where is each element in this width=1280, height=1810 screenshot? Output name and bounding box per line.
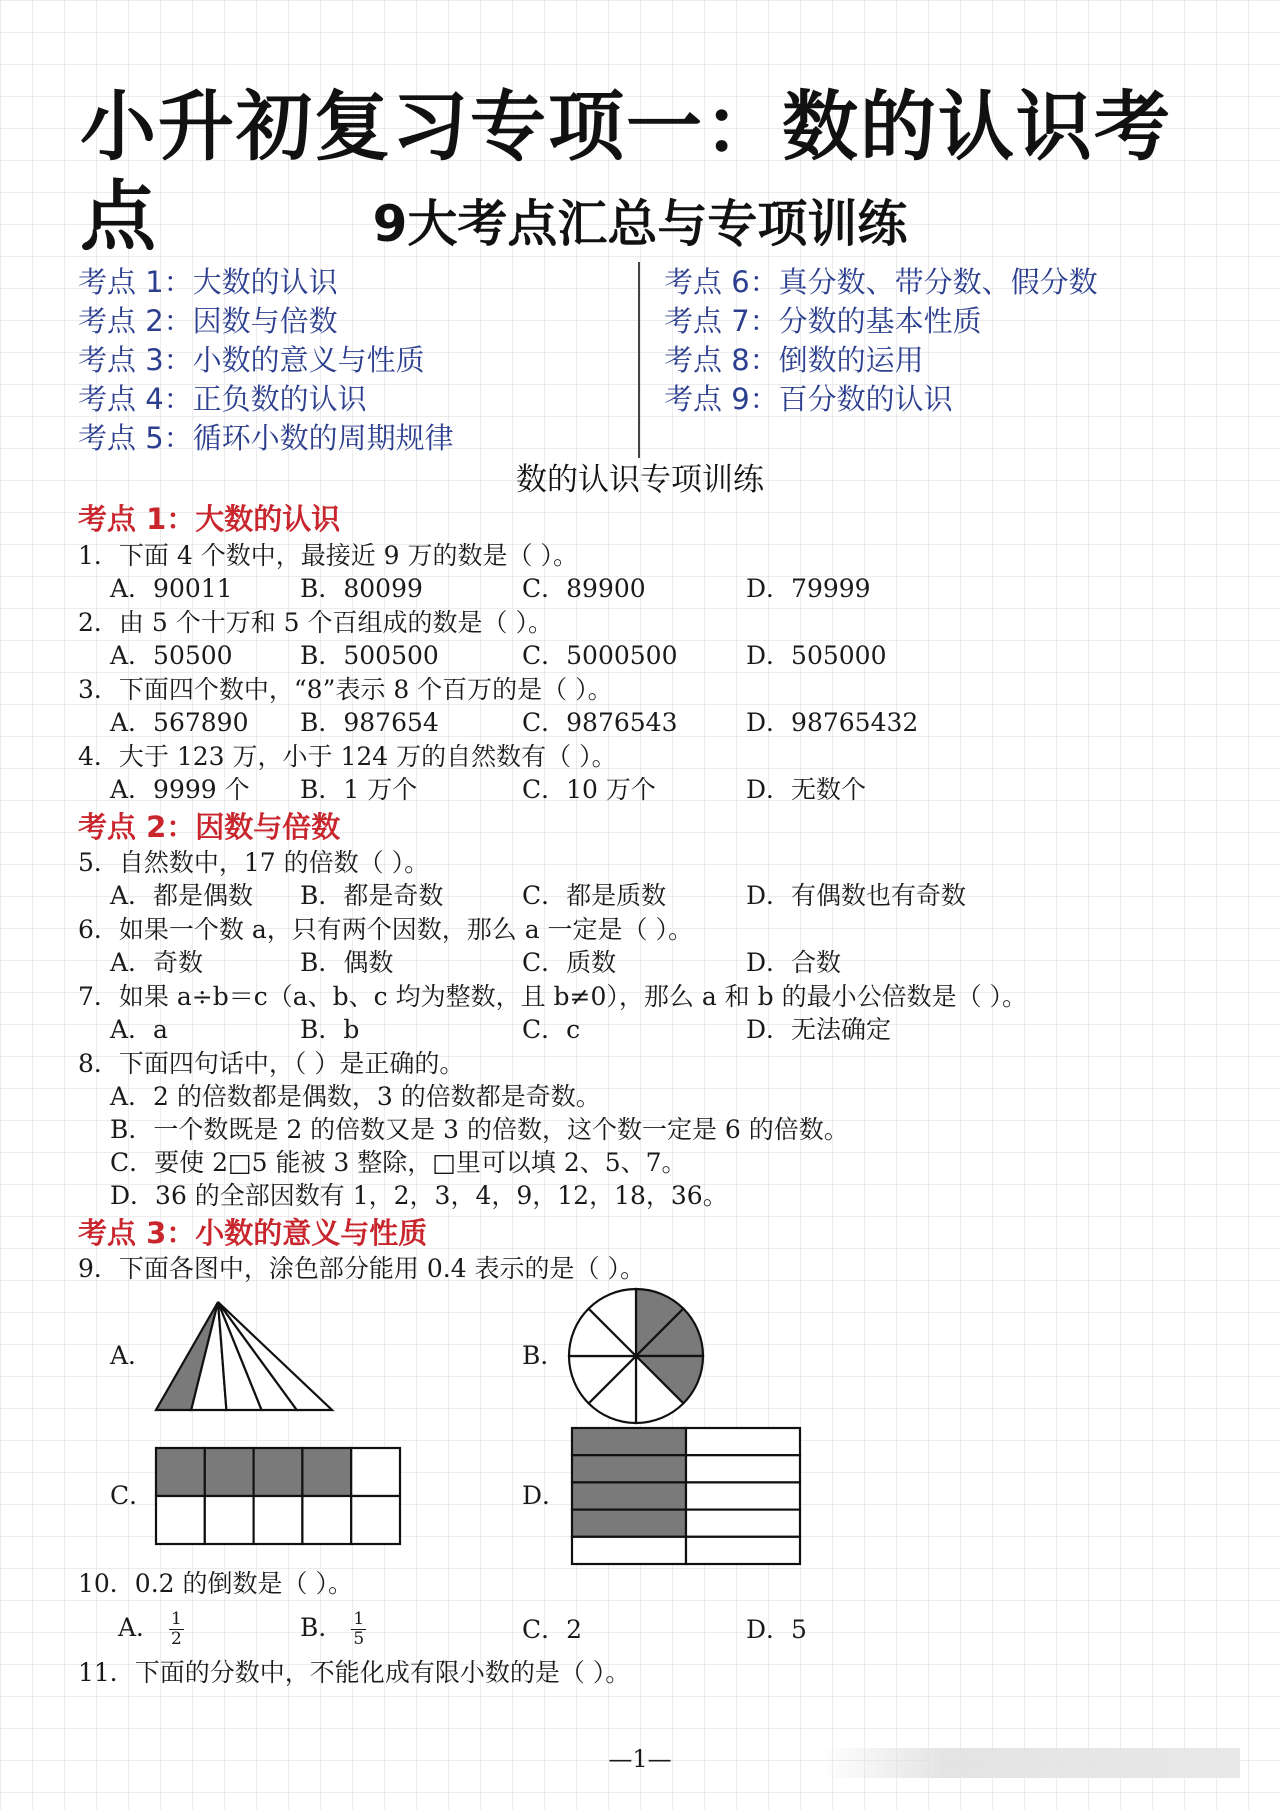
figure-a-triangle <box>156 1302 332 1410</box>
q5-option-c: C．都是质数 <box>522 881 667 910</box>
q9-figure-label-d: D． <box>522 1481 568 1510</box>
section-heading-1: 考点 1：大数的认识 <box>78 502 341 536</box>
question-11: 11．下面的分数中，不能化成有限小数的是（ ）。 <box>78 1658 631 1687</box>
q8-option-c: C．要使 2□5 能被 3 整除，□里可以填 2、5、7。 <box>110 1148 687 1177</box>
q7-option-a: A．a <box>110 1015 168 1044</box>
q1-option-c: C．89900 <box>522 574 646 603</box>
q2-option-d: D．505000 <box>746 641 887 670</box>
question-5: 5．自然数中，17 的倍数（ ）。 <box>78 848 430 877</box>
grid-cell <box>205 1496 254 1544</box>
fraction-numerator: 1 <box>353 1609 365 1629</box>
grid-cell <box>572 1510 686 1537</box>
q6-option-a: A．奇数 <box>110 948 204 977</box>
q5-option-d: D．有偶数也有奇数 <box>746 881 967 910</box>
fraction-numerator: 1 <box>171 1609 182 1629</box>
q10-option-a <box>118 1610 184 1649</box>
grid-cell <box>572 1537 686 1564</box>
figure-c-grid <box>156 1448 400 1544</box>
q6-option-b: B．偶数 <box>300 948 394 977</box>
grid-cell <box>302 1448 351 1496</box>
q8-option-a: A．2 的倍数都是偶数，3 的倍数都是奇数。 <box>110 1082 601 1111</box>
grid-cell <box>686 1428 800 1455</box>
q10-option-a-label: A． <box>118 1613 162 1642</box>
q9-figure-label-b: B． <box>522 1341 566 1370</box>
toc-item-1: 考点 1：大数的认识 <box>78 265 338 299</box>
q2-option-b: B．500500 <box>300 641 439 670</box>
toc-item-3: 考点 3：小数的意义与性质 <box>78 343 425 377</box>
q8-option-d: D．36 的全部因数有 1，2，3，4，9，12，18，36。 <box>110 1181 728 1210</box>
q10-option-b <box>300 1610 366 1649</box>
fraction-denominator: 2 <box>171 1629 182 1649</box>
toc-item-4: 考点 4：正负数的认识 <box>78 382 367 416</box>
question-8: 8．下面四句话中，（ ）是正确的。 <box>78 1049 465 1078</box>
q4-option-c: C．10 万个 <box>522 775 656 804</box>
question-2: 2．由 5 个十万和 5 个百组成的数是（ ）。 <box>78 608 553 637</box>
grid-cell <box>686 1510 800 1537</box>
section-heading-2: 考点 2：因数与倍数 <box>78 810 341 844</box>
q4-option-a: A．9999 个 <box>110 775 250 804</box>
q5-option-b: B．都是奇数 <box>300 881 444 910</box>
q2-option-a: A．50500 <box>110 641 233 670</box>
page-number: —1— <box>608 1745 672 1773</box>
q9-figure-label-c: C． <box>110 1481 155 1510</box>
q6-option-c: C．质数 <box>522 948 617 977</box>
q3-option-b: B．987654 <box>300 708 439 737</box>
grid-cell <box>156 1496 205 1544</box>
q4-option-d: D．无数个 <box>746 775 867 804</box>
figure-b-circle <box>569 1289 703 1423</box>
question-10: 10．0.2 的倒数是（ ）。 <box>78 1569 353 1598</box>
grid-cell <box>686 1537 800 1564</box>
toc-item-5: 考点 5：循环小数的周期规律 <box>78 421 454 455</box>
main-title: 小升初复习专项一：数的认识考点 <box>80 82 1172 261</box>
q10-option-b-fraction <box>351 1610 366 1649</box>
q1-option-a: A．90011 <box>110 574 233 603</box>
q10-option-b-label: B． <box>300 1613 344 1642</box>
grid-cell <box>351 1496 400 1544</box>
q3-option-c: C．9876543 <box>522 708 678 737</box>
grid-cell <box>254 1496 303 1544</box>
fraction-denominator: 5 <box>353 1629 365 1649</box>
sub-title: 9大考点汇总与专项训练 <box>372 195 908 253</box>
question-1: 1．下面 4 个数中，最接近 9 万的数是（ ）。 <box>78 541 578 570</box>
grid-cell <box>205 1448 254 1496</box>
q1-option-b: B．80099 <box>300 574 423 603</box>
q6-option-d: D．合数 <box>746 948 842 977</box>
question-3: 3．下面四个数中，“8”表示 8 个百万的是（ ）。 <box>78 675 613 704</box>
grid-cell <box>686 1455 800 1482</box>
q3-option-d: D．98765432 <box>746 708 919 737</box>
q4-option-b: B．1 万个 <box>300 775 418 804</box>
grid-cell <box>572 1482 686 1509</box>
section-title: 数的认识专项训练 <box>516 462 764 498</box>
toc-item-2: 考点 2：因数与倍数 <box>78 304 338 338</box>
question-7: 7．如果 a÷b＝c（a、b、c 均为整数，且 b≠0），那么 a 和 b 的最小公倍数是（ ）。 <box>78 982 1028 1011</box>
q3-option-a: A．567890 <box>110 708 249 737</box>
question-6: 6．如果一个数 a，只有两个因数，那么 a 一定是（ ）。 <box>78 915 694 944</box>
grid-cell <box>351 1448 400 1496</box>
toc-item-8: 考点 8：倒数的运用 <box>664 343 924 377</box>
grid-cell <box>572 1428 686 1455</box>
toc-item-7: 考点 7：分数的基本性质 <box>664 304 982 338</box>
figure-d-grid <box>572 1428 800 1564</box>
grid-cell <box>572 1455 686 1482</box>
question-9: 9．下面各图中，涂色部分能用 0.4 表示的是（ ）。 <box>78 1254 646 1283</box>
q8-option-b: B．一个数既是 2 的倍数又是 3 的倍数，这个数一定是 6 的倍数。 <box>110 1115 849 1144</box>
toc-item-6: 考点 6：真分数、带分数、假分数 <box>664 265 1098 299</box>
q10-option-a-fraction <box>169 1610 184 1649</box>
q9-figure-label-a: A． <box>110 1341 154 1370</box>
grid-cell <box>156 1448 205 1496</box>
toc-item-9: 考点 9：百分数的认识 <box>664 382 953 416</box>
q5-option-a: A．都是偶数 <box>110 881 254 910</box>
q10-option-c: C．2 <box>522 1615 583 1644</box>
q7-option-d: D．无法确定 <box>746 1015 892 1044</box>
grid-cell <box>302 1496 351 1544</box>
question-4: 4．大于 123 万，小于 124 万的自然数有（ ）。 <box>78 742 617 771</box>
q2-option-c: C．5000500 <box>522 641 678 670</box>
q7-option-b: B．b <box>300 1015 360 1044</box>
q10-option-d: D．5 <box>746 1615 807 1644</box>
grid-cell <box>254 1448 303 1496</box>
grid-cell <box>686 1482 800 1509</box>
q1-option-d: D．79999 <box>746 574 871 603</box>
section-heading-3: 考点 3：小数的意义与性质 <box>78 1216 428 1250</box>
q7-option-c: C．c <box>522 1015 581 1044</box>
